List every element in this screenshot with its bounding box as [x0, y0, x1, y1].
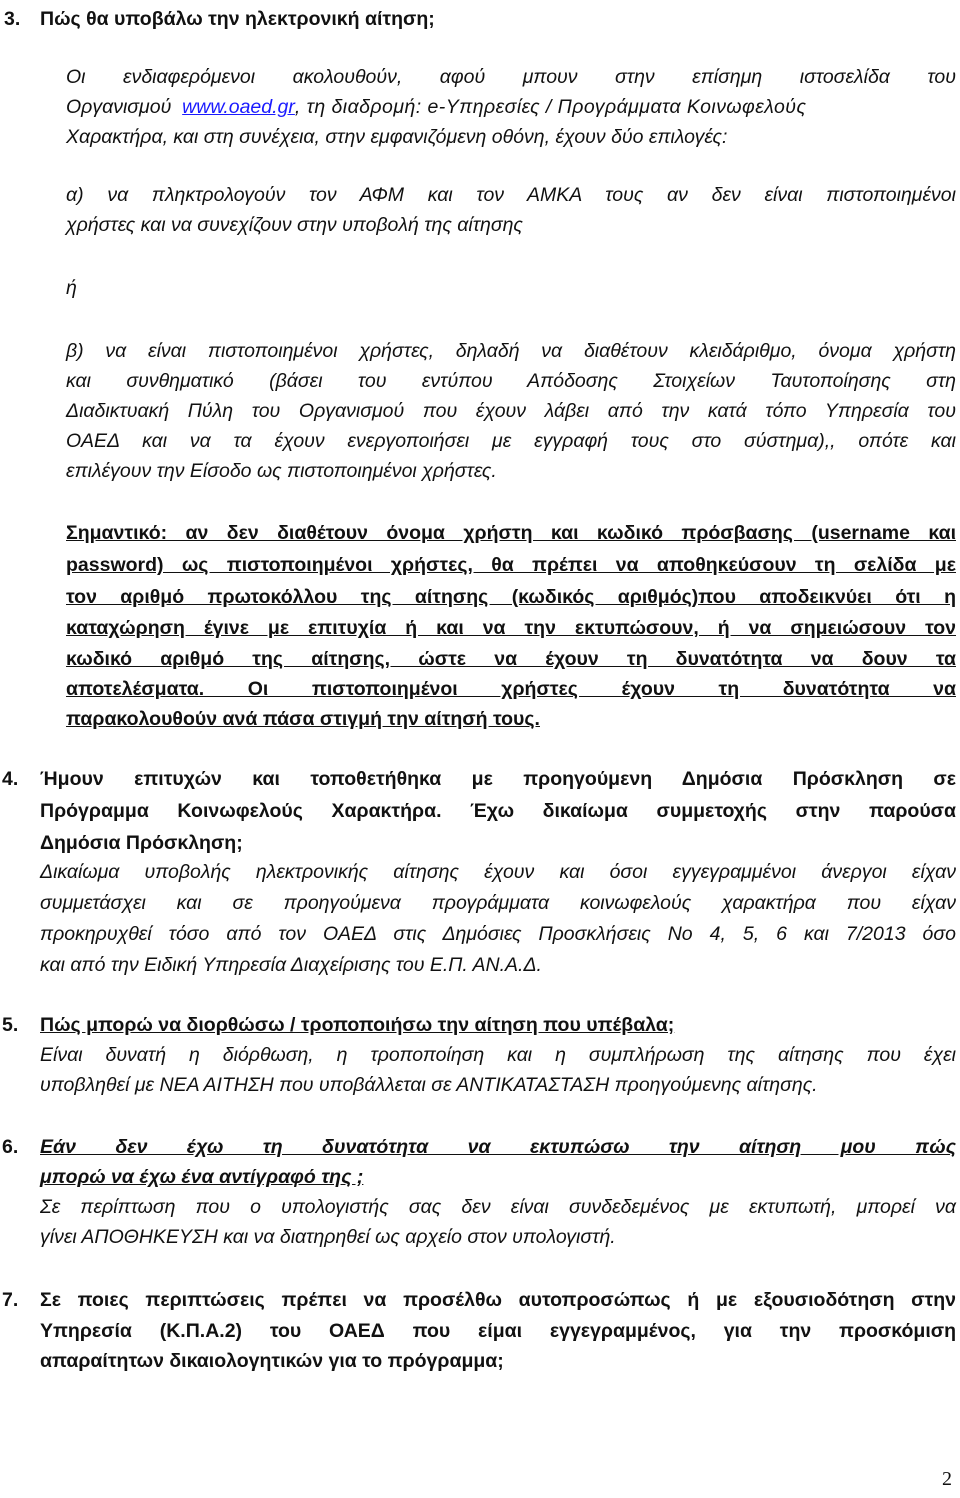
q3-option-a-line-2: χρήστες και να συνεχίζουν στην υποβολή της αίτησης: [66, 214, 523, 236]
q6-title-line-2: μπορώ να έχω ένα αντίγραφό της ;: [40, 1166, 364, 1188]
q3-or: ή: [66, 277, 77, 299]
q3-option-b-line-4: ΟΑΕΔ και να τα έχουν ενεργοποιήσει με εγγραφή τους στο σύστημα),, οπότε και: [66, 430, 956, 452]
page-number: 2: [942, 1468, 952, 1490]
q3-intro-pre: Οργανισμού: [66, 96, 172, 118]
q3-important-line-3: τον αριθμό πρωτοκόλλου της αίτησης (κωδικός αριθμός)που αποδεικνύει ότι η: [66, 586, 956, 608]
q6-title-line-1: Εάν δεν έχω τη δυνατότητα να εκτυπώσω την αίτηση μου πώς: [40, 1136, 956, 1158]
q7-number: 7.: [2, 1289, 19, 1311]
q4-answer-line-1: Δικαίωμα υποβολής ηλεκτρονικής αίτησης έχουν και όσοι εγγεγραμμένοι άνεργοι είχαν: [40, 861, 956, 883]
q4-answer-line-3: προκηρυχθεί τόσο από τον ΟΑΕΔ στις Δημόσιες Προσκλήσεις Νο 4, 5, 6 και 7/2013 όσο: [40, 923, 956, 945]
q3-important-line-4: καταχώρηση έγινε με επιτυχία ή και να την εκτυπώσουν, ή να σημειώσουν τον: [66, 617, 956, 639]
q3-important-line-2: password) ως πιστοποιημένοι χρήστες, θα πρέπει να αποθηκεύσουν τη σελίδα με: [66, 554, 956, 576]
q5-title: Πώς μπορώ να διορθώσω / τροποποιήσω την αίτηση που υπέβαλα;: [40, 1014, 675, 1036]
q3-option-b-line-3: Διαδικτυακή Πύλη του Οργανισμού που έχουν λάβει από την κατά τόπο Υπηρεσία του: [66, 400, 956, 422]
q3-intro-line-3: Χαρακτήρα, και στη συνέχεια, στην εμφανιζόμενη οθόνη, έχουν δύο επιλογές:: [66, 126, 728, 148]
q3-option-a-line-1: α) να πληκτρολογούν τον ΑΦΜ και τον ΑΜΚΑ τους αν δεν είναι πιστοποιημένοι: [66, 184, 956, 206]
q4-answer-line-2: συμμετάσχει και σε προηγούμενα προγράμματα κοινωφελούς χαρακτήρα που είχαν: [40, 892, 956, 914]
q3-important-line-5: κωδικό αριθμό της αίτησης, ώστε να έχουν τη δυνατότητα να δουν τα: [66, 648, 956, 670]
q3-important-line-7: παρακολουθούν ανά πάσα στιγμή την αίτησή τους.: [66, 708, 540, 730]
q4-title-line-1: Ήμουν επιτυχών και τοποθετήθηκα με προηγούμενη Δημόσια Πρόσκληση σε: [40, 768, 956, 790]
q3-important-line-1: Σημαντικό: αν δεν διαθέτουν όνομα χρήστη και κωδικό πρόσβασης (username και: [66, 522, 956, 544]
q4-answer-line-4: και από την Ειδική Υπηρεσία Διαχείρισης του Ε.Π. ΑΝ.Α.Δ.: [40, 954, 542, 976]
q4-title-line-2: Πρόγραμμα Κοινωφελούς Χαρακτήρα. Έχω δικαίωμα συμμετοχής στην παρούσα: [40, 800, 956, 822]
q3-option-b-line-1: β) να είναι πιστοποιημένοι χρήστες, δηλαδή να διαθέτουν κλειδάριθμο, όνομα χρήστη: [66, 340, 956, 362]
q4-number: 4.: [2, 768, 19, 790]
q3-intro-line-2: [66, 92, 956, 122]
q3-intro-line-1: Οι ενδιαφερόμενοι ακολουθούν, αφού μπουν στην επίσημη ιστοσελίδα του: [66, 66, 956, 88]
oaed-website-link[interactable]: www.oaed.gr: [182, 96, 295, 118]
q5-number: 5.: [2, 1014, 19, 1036]
q3-option-b-line-5: επιλέγουν την Είσοδο ως πιστοποιημένοι χρήστες.: [66, 460, 497, 482]
q3-option-b-line-2: και συνθηματικό (βάσει του εντύπου Απόδοσης Στοιχείων Ταυτοποίησης στη: [66, 370, 956, 392]
q3-title: Πώς θα υποβάλω την ηλεκτρονική αίτηση;: [40, 8, 435, 30]
q6-number: 6.: [2, 1136, 19, 1158]
q5-answer-line-1: Είναι δυνατή η διόρθωση, η τροποποίηση και η συμπλήρωση της αίτησης που έχει: [40, 1044, 956, 1066]
q6-answer-line-2: γίνει ΑΠΟΘΗΚΕΥΣΗ και να διατηρηθεί ως αρχείο στον υπολογιστή.: [40, 1226, 616, 1248]
q7-title-line-3: απαραίτητων δικαιολογητικών για το πρόγραμμα;: [40, 1350, 504, 1372]
q7-title-line-1: Σε ποιες περιπτώσεις πρέπει να προσέλθω αυτοπροσώπως ή με εξουσιοδότηση στην: [40, 1289, 956, 1311]
q6-answer-line-1: Σε περίπτωση που ο υπολογιστής σας δεν είναι συνδεδεμένος με εκτυπωτή, μπορεί να: [40, 1196, 956, 1218]
q4-title-line-3: Δημόσια Πρόσκληση;: [40, 832, 243, 854]
q3-important-line-6: αποτελέσματα. Οι πιστοποιημένοι χρήστες έχουν τη δυνατότητα να: [66, 678, 956, 700]
q7-title-line-2: Υπηρεσία (Κ.Π.Α.2) του ΟΑΕΔ που είμαι εγγεγραμμένος, για την προσκόμιση: [40, 1320, 956, 1342]
q3-number: 3.: [4, 8, 21, 30]
q5-answer-line-2: υποβληθεί με ΝΕΑ ΑΙΤΗΣΗ που υποβάλλεται σε ΑΝΤΙΚΑΤΑΣΤΑΣΗ προηγούμενης αίτησης.: [40, 1074, 818, 1096]
q3-intro-post: , τη διαδρομή: e-Υπηρεσίες / Προγράμματα Κοινωφελούς: [294, 96, 807, 118]
